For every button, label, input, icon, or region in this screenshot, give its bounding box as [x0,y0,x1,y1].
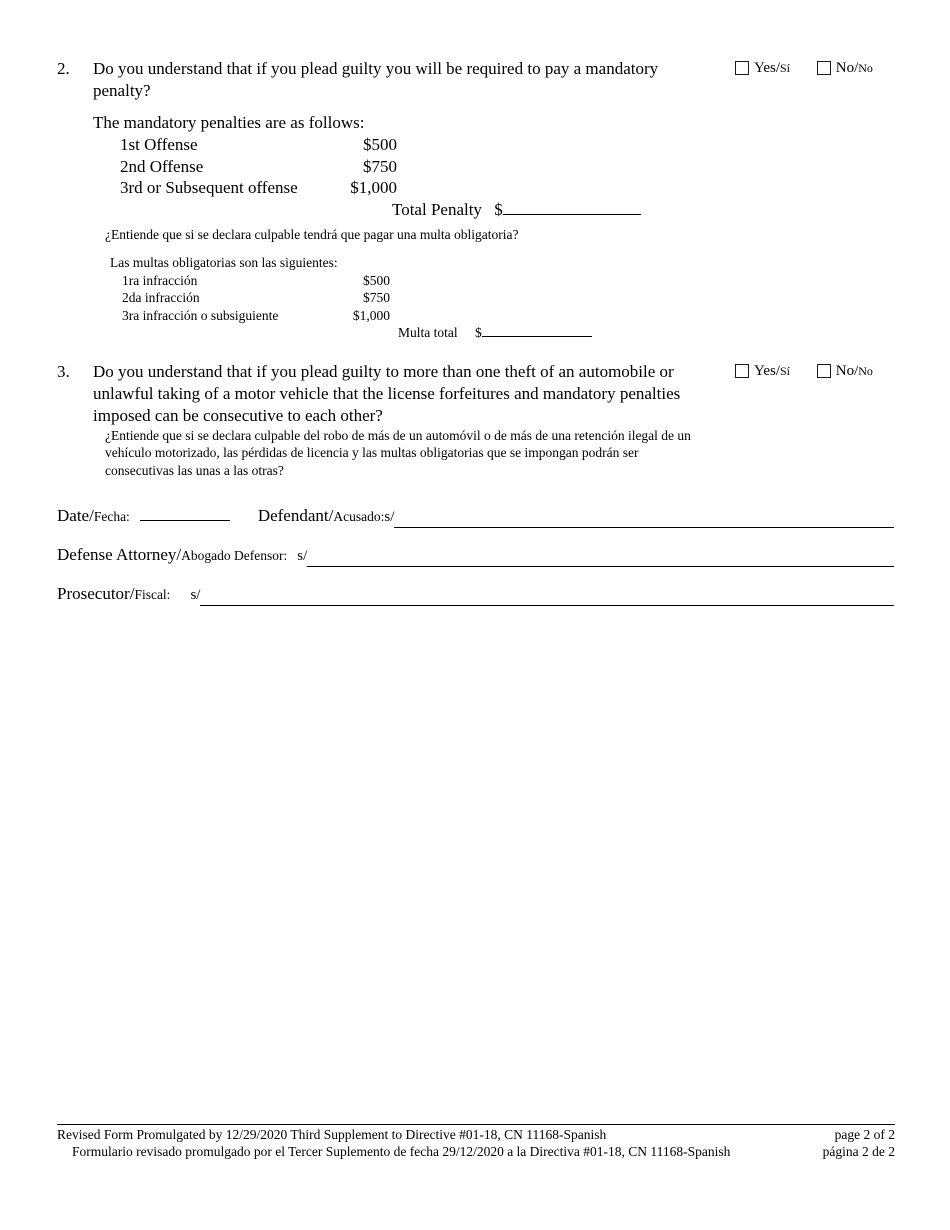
penalty-label: 1ra infracción [122,272,198,288]
question-3-yes-option[interactable] [735,362,790,380]
prosecutor-signature-prefix: s/ [190,587,201,603]
question-3-no-option[interactable] [817,362,873,380]
yes-label-es: Sí [780,61,791,75]
defendant-signature-prefix: s/ [384,509,395,525]
prosecutor-label-es: Fiscal: [134,587,171,602]
yes-checkbox[interactable] [735,364,749,378]
penalty-row [120,134,397,156]
question-3 [0,361,950,480]
date-label-es: Fecha: [93,509,130,524]
date-defendant-row [57,505,894,528]
prosecutor-label: Prosecutor/ [57,584,135,603]
question-2-text: Do you understand that if you plead guilty you will be required to pay a mandatory penalty? [93,59,659,100]
attorney-signature-prefix: s/ [297,548,308,564]
attorney-label: Defense Attorney/ [57,545,182,564]
penalty-amount: $500 [363,135,397,154]
penalties-intro-en: The mandatory penalties are as follows: [93,113,365,132]
defendant-label: Defendant/ [257,506,334,525]
penalty-row [122,307,390,325]
footer-revision-text: Revised Form Promulgated by 12/29/2020 Third Supplement to Directive #01-18, CN 11168-Spanish [57,1127,607,1142]
penalty-label: 3rd or Subsequent offense [120,178,298,197]
total-penalty-row [392,199,718,221]
question-3-text-es: ¿Entiende que si se declara culpable del robo de más de un automóvil o de más de una retención ilegal de un vehículo motorizado, las pérdidas de licencia y las multas obligatorias que se impongan podrán ser consecutivas las unas a las otras? [105,427,691,478]
penalty-amount: $750 [363,290,390,305]
penalty-amount: $1,000 [352,307,390,323]
total-penalty-row-es [398,324,718,342]
question-3-checkbox-group [735,362,873,383]
penalty-amount: $500 [363,272,390,288]
no-label-es: No [858,61,873,75]
prosecutor-signature-line[interactable] [200,590,894,606]
penalty-label: 1st Offense [120,135,198,154]
no-checkbox[interactable] [817,364,831,378]
total-penalty-input-line-es[interactable] [482,324,592,337]
yes-checkbox[interactable] [735,61,749,75]
page-number: page 2 of 2 [834,1127,895,1142]
no-label-es: No [858,363,873,378]
no-label [836,59,873,77]
no-label-en: No/ [835,362,859,379]
penalty-row [120,156,397,178]
question-3-text: Do you understand that if you plead guilty to more than one theft of an automobile or unlawful taking of a motor vehicle that the license forfeitures and mandatory penalties imposed can be consecutive to each other? [93,361,681,425]
yes-label-en: Yes/ [754,362,780,379]
attorney-label-es: Abogado Defensor: [181,548,288,563]
penalty-row [120,177,397,199]
defendant-signature-line[interactable] [394,512,894,528]
penalties-table-es [93,272,718,325]
penalty-row [122,289,390,307]
page-number-es: página 2 de 2 [822,1143,895,1159]
penalty-label: 2nd Offense [120,156,204,176]
footer-line-1 [57,1127,895,1144]
footer-revision-text-es: Formulario revisado promulgado por el Tercer Suplemento de fecha 29/12/2020 a la Directiva #01-18, CN 11168-Spanish [72,1143,731,1159]
question-2 [0,58,950,342]
no-label [836,362,873,380]
defendant-label-es: Acusado: [333,509,385,524]
penalty-label: 3ra infracción o subsiguiente [122,307,279,323]
footer-line-2 [57,1144,895,1161]
question-2-yes-option[interactable] [735,59,790,77]
total-penalty-input-line[interactable] [503,200,641,215]
defense-attorney-row [57,544,894,567]
no-label-en: No/ [835,60,859,76]
penalties-table-en [93,134,718,199]
yes-label-es: Sí [780,363,791,378]
penalty-amount: $1,000 [350,178,397,197]
attorney-signature-line[interactable] [307,551,894,567]
yes-label-en: Yes/ [754,60,780,76]
question-2-checkbox-group [735,59,873,80]
penalty-label: 2da infracción [122,290,200,305]
total-penalty-label: Total Penalty [392,199,482,219]
no-checkbox[interactable] [817,61,831,75]
total-penalty-label-es: Multa total [398,325,458,340]
yes-label [754,362,790,380]
penalty-amount: $750 [363,156,397,176]
yes-label [754,59,790,77]
date-label: Date/ [57,506,94,525]
page-footer [57,1124,895,1160]
question-2-text-es: ¿Entiende que si se declara culpable tendrá que pagar una multa obligatoria? [105,226,519,242]
question-2-no-option[interactable] [817,59,873,77]
penalties-intro-es: Las multas obligatorias son las siguientes: [110,255,338,270]
total-penalty-currency: $ [494,199,503,219]
question-2-number: 2. [57,59,70,78]
question-3-number: 3. [57,361,70,381]
prosecutor-row [57,583,894,606]
date-input-line[interactable] [140,506,230,521]
total-penalty-currency-es: $ [475,325,482,340]
penalty-row [122,272,390,290]
